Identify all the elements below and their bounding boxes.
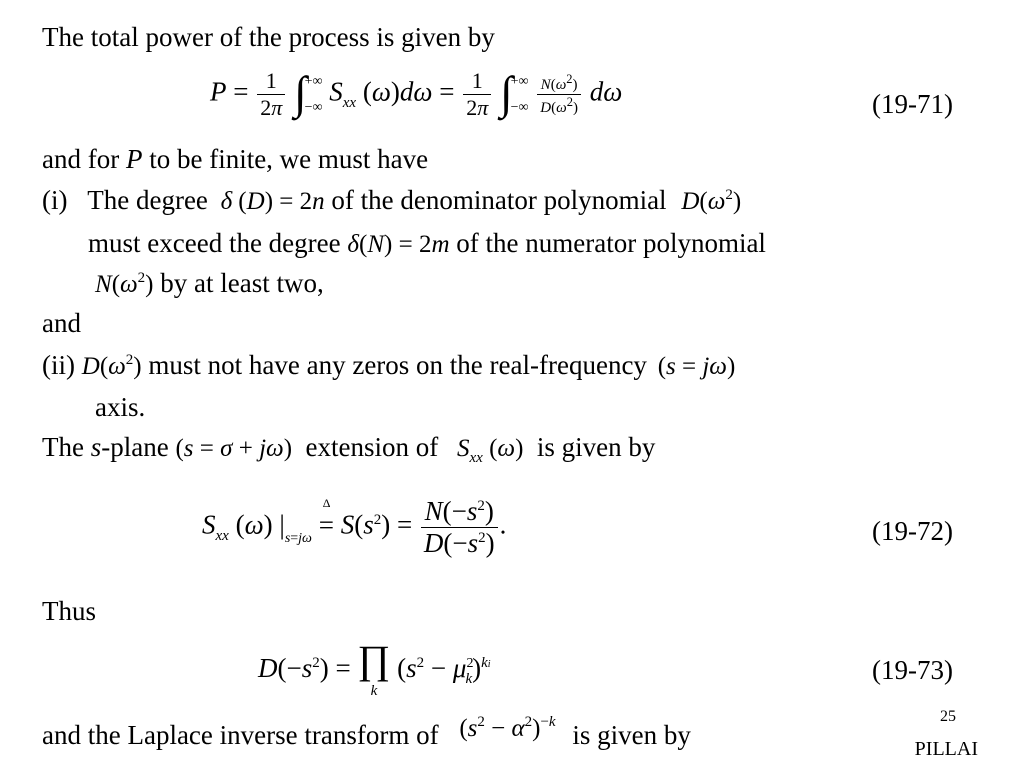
math-degree-d-rest: (D) = 2n — [238, 188, 325, 215]
math-degree-n: δ(N) = 2m — [347, 231, 450, 258]
text-segment: of the denominator polynomial — [324, 185, 674, 215]
math-s-sigma-j-omega: (s = σ + jω) — [175, 435, 293, 462]
math-d-omega2: $D(\omega^2)$ — [81, 352, 142, 380]
symbol-s: s — [90, 432, 102, 462]
text-line-11 — [42, 714, 691, 755]
text-segment: must not have any zeros on the real-frequency — [141, 350, 654, 380]
text-line-4 — [88, 228, 766, 260]
text-segment: must exceed the degree — [88, 228, 348, 258]
text-segment: is given by — [565, 720, 691, 750]
equation-19-73: $D(-s^2)$ = ∏ k $(s^2 - \mu^2_k)^{ki}$ — [258, 637, 491, 699]
text-segment: (i) The degree — [42, 185, 215, 215]
text-segment: of the numerator polynomial — [449, 228, 766, 258]
text-line-5 — [95, 268, 324, 303]
text-line-7 — [42, 350, 735, 385]
text-segment: The — [42, 432, 91, 462]
author-label: PILLAI — [914, 738, 978, 760]
math-d-omega2: $D(\omega^2)$ — [681, 187, 742, 215]
text-line-2 — [42, 144, 428, 174]
text-line-1: The total power of the process is given by — [42, 22, 495, 52]
text-line-6: and — [42, 308, 81, 338]
math-s-j-omega: (s = jω) — [657, 353, 736, 380]
text-line-9 — [42, 432, 655, 467]
equation-19-72: $S_{xx}$ (ω) $|_{s=j\omega}$ Δ = $S(s^2)$ = $\frac{N(-s^2)}{D(-s^2)}$ . — [202, 495, 507, 558]
text-line-8: axis. — [95, 392, 146, 422]
equation-19-71: P = $\frac{1}{2\pi}$ ∫ +∞ −∞ $S_{xx}$ (ω)dω = $\frac{1}{2\pi}$ ∫ +∞ −∞ $\frac{N(\omega^2)}{D(\omega^2)}$ dω — [210, 67, 623, 120]
symbol-p: P — [125, 144, 143, 174]
text-segment: is given by — [523, 432, 656, 462]
text-segment: to be finite, we must have — [142, 144, 429, 174]
text-segment: (ii) — [42, 350, 82, 380]
equation-number-19-73: (19-73) — [872, 655, 953, 685]
math-sxx-omega: $S_{xx}$ (ω) — [457, 435, 524, 466]
equation-number-19-72: (19-72) — [872, 516, 953, 546]
text-line-10: Thus — [42, 596, 96, 626]
text-segment: by at least two, — [153, 268, 324, 298]
page-number: 25 — [940, 708, 956, 725]
text-segment: and for — [42, 144, 126, 174]
text-segment: and the Laplace inverse transform of — [42, 720, 446, 750]
math-degree-d: δ — [220, 188, 233, 215]
text-segment: -plane — [101, 432, 176, 462]
math-n-omega2: $N(\omega^2)$ — [95, 270, 154, 298]
math-s2-alpha2-power: $(s^2 - \alpha^2)^{-k}$ — [459, 714, 556, 742]
equation-number-19-71: (19-71) — [872, 89, 953, 119]
text-segment: extension of — [292, 432, 446, 462]
text-line-3 — [42, 185, 741, 220]
